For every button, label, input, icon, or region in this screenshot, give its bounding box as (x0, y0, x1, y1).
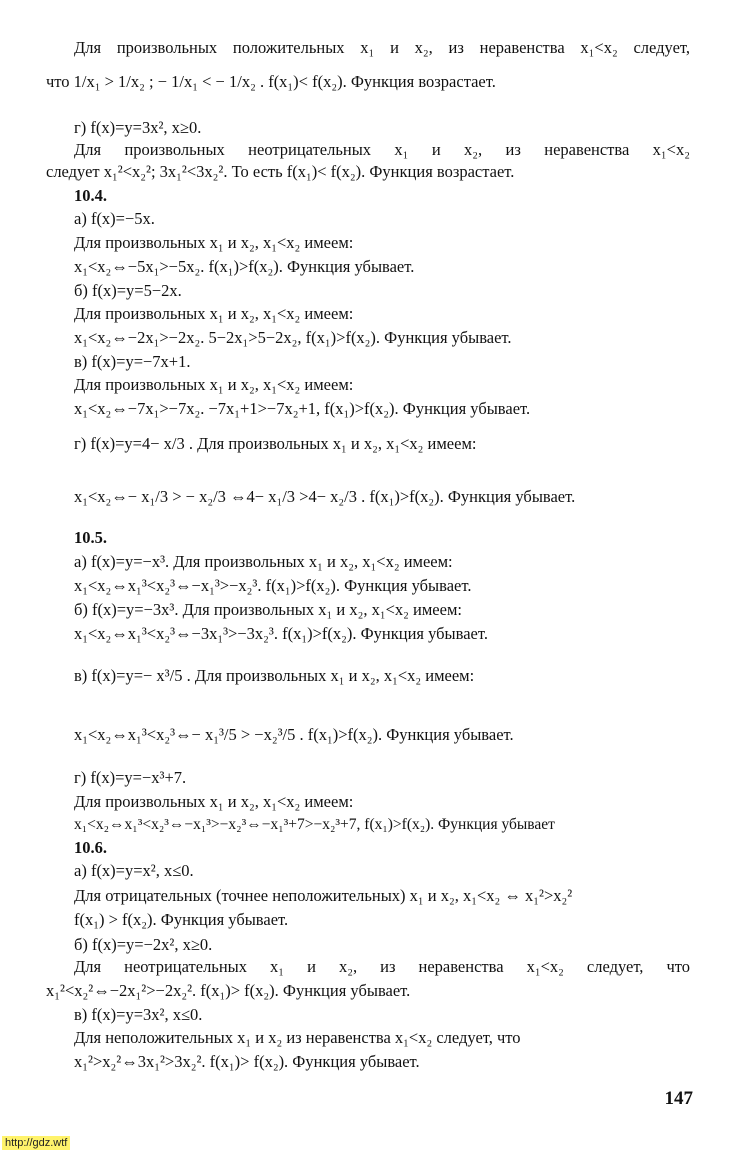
text-line: следует x₁²<x₂²; 3x₁²<3x₂². То есть f(x₁)< f(x₂). Функция возрастает. (46, 162, 515, 181)
text-line: x₁<x₂⇔x₁³<x₂³⇔−x₁³>−x₂³. f(x₁)>f(x₂). Функция убывает. (74, 576, 472, 595)
text-line: б) f(x)=y=−3x³. Для произвольных x₁ и x₂, x₁<x₂ имеем: (74, 600, 462, 619)
text-line: Для произвольных неотрицательных x₁ и x₂, из неравенства x₁<x₂ (74, 140, 690, 159)
text-line: x₁<x₂⇔x₁³<x₂³⇔−x₁³>−x₂³⇔−x₁³+7>−x₂³+7, f(x₁)>f(x₂). Функция убывает (74, 816, 555, 833)
text-line: Для произвольных x₁ и x₂, x₁<x₂ имеем: (74, 304, 354, 323)
text-line: а) f(x)=y=−x³. Для произвольных x₁ и x₂, x₁<x₂ имеем: (74, 552, 453, 571)
section-heading: 10.6. (74, 838, 107, 857)
text-line: б) f(x)=y=5−2x. (74, 281, 182, 300)
text-line: Для произвольных x₁ и x₂, x₁<x₂ имеем: (74, 233, 354, 252)
text-line: x₁<x₂⇔−2x₁>−2x₂. 5−2x₁>5−2x₂, f(x₁)>f(x₂). Функция убывает. (74, 328, 512, 347)
text-line: Для произвольных x₁ и x₂, x₁<x₂ имеем: (74, 792, 354, 811)
text-line: x₁<x₂⇔x₁³<x₂³⇔−3x₁³>−3x₂³. f(x₁)>f(x₂). Функция убывает. (74, 624, 488, 643)
text-line: Для произвольных положительных x₁ и x₂, из неравенства x₁<x₂ следует, (74, 38, 690, 57)
text-line: Для произвольных x₁ и x₂, x₁<x₂ имеем: (74, 375, 354, 394)
text-line: x₁²>x₂²⇔3x₁²>3x₂². f(x₁)> f(x₂). Функция убывает. (74, 1052, 420, 1071)
text-line: Для неотрицательных x₁ и x₂, из неравенства x₁<x₂ следует, что (74, 957, 690, 976)
section-heading: 10.4. (74, 186, 107, 205)
page-number: 147 (664, 1088, 693, 1109)
text-line: в) f(x)=y=− x³/5 . Для произвольных x₁ и x₂, x₁<x₂ имеем: (74, 666, 475, 685)
text-line: г) f(x)=y=4− x/3 . Для произвольных x₁ и x₂, x₁<x₂ имеем: (74, 434, 477, 453)
text-line: что 1/x₁ > 1/x₂ ; − 1/x₁ < − 1/x₂ . f(x₁)< f(x₂). Функция возрастает. (46, 72, 496, 91)
text-line: x₁<x₂⇔−7x₁>−7x₂. −7x₁+1>−7x₂+1, f(x₁)>f(x₂). Функция убывает. (74, 399, 531, 418)
text-line: Для неположительных x₁ и x₂ из неравенства x₁<x₂ следует, что (74, 1028, 521, 1047)
text-line: б) f(x)=y=−2x², x≥0. (74, 935, 213, 954)
text-line: а) f(x)=−5x. (74, 209, 155, 228)
text-line: в) f(x)=y=3x², x≤0. (74, 1005, 203, 1024)
text-line: x₁<x₂⇔x₁³<x₂³⇔− x₁³/5 > −x₂³/5 . f(x₁)>f(x₂). Функция убывает. (74, 725, 514, 744)
text-line: f(x₁) > f(x₂). Функция убывает. (74, 910, 289, 929)
text-line: Для отрицательных (точнее неположительных) x₁ и x₂, x₁<x₂ ⇔ x₁²>x₂² (74, 886, 573, 905)
text-line: г) f(x)=y=−x³+7. (74, 768, 187, 787)
text-line: в) f(x)=y=−7x+1. (74, 352, 191, 371)
text-line: x₁<x₂⇔−5x₁>−5x₂. f(x₁)>f(x₂). Функция убывает. (74, 257, 415, 276)
text-line: г) f(x)=y=3x², x≥0. (74, 118, 202, 137)
text-line: x₁<x₂⇔− x₁/3 > − x₂/3 ⇔4− x₁/3 >4− x₂/3 . f(x₁)>f(x₂). Функция убывает. (74, 487, 576, 506)
text-line: x₁²<x₂²⇔−2x₁²>−2x₂². f(x₁)> f(x₂). Функция убывает. (46, 981, 411, 1000)
section-heading: 10.5. (74, 528, 107, 547)
watermark-link[interactable]: http://gdz.wtf (2, 1136, 70, 1150)
text-line: а) f(x)=y=x², x≤0. (74, 861, 194, 880)
